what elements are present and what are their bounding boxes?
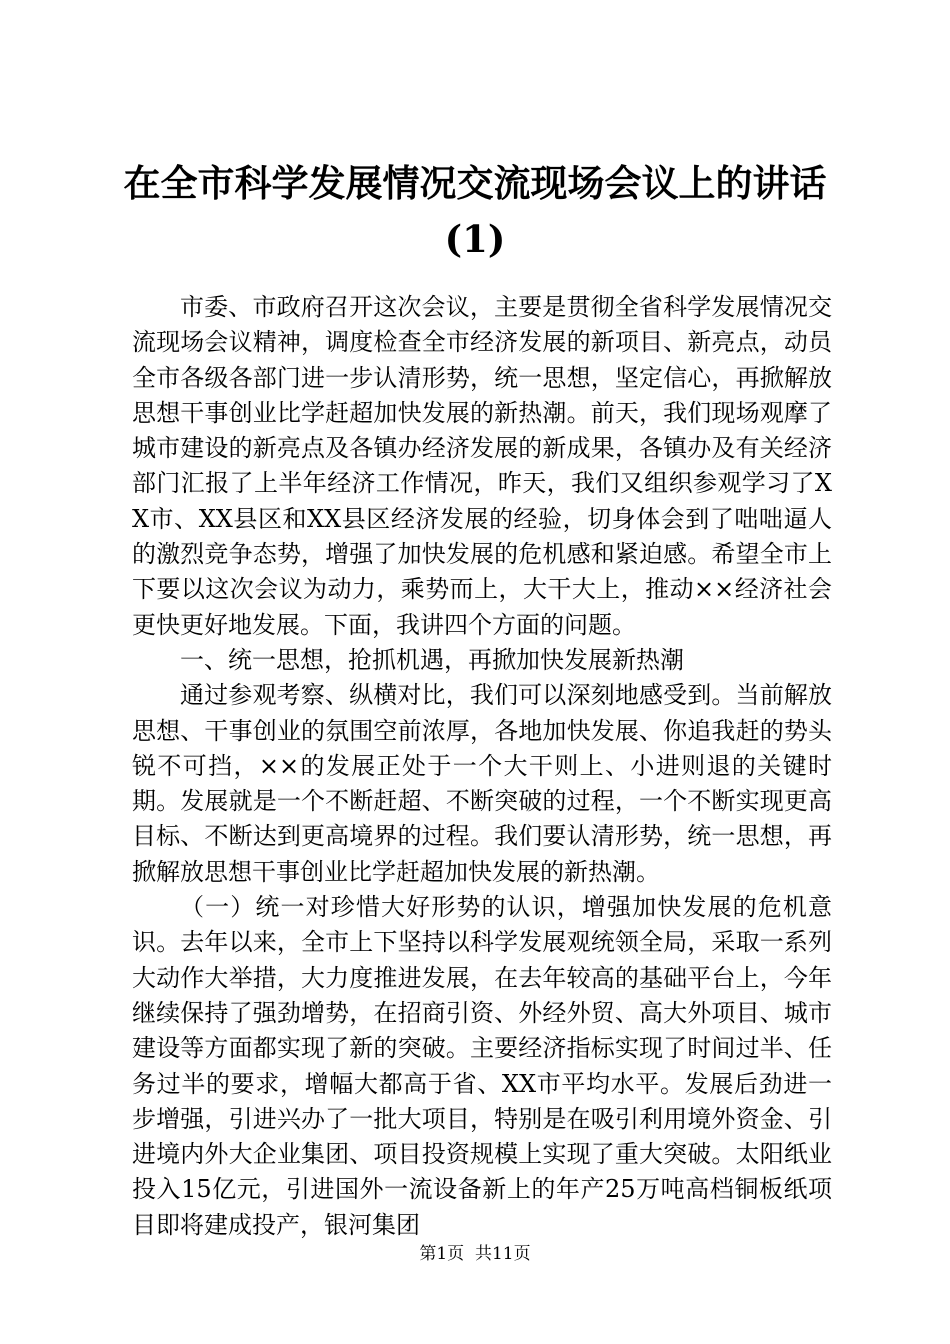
- document-title: 在全市科学发展情况交流现场会议上的讲话: [123, 161, 827, 205]
- page-number-footer: 第1页 共11页: [419, 1244, 531, 1264]
- section-heading-1: 一、统一思想，抢抓机遇，再掀加快发展新热潮: [180, 645, 684, 674]
- paragraph-section-1: 通过参观考察、纵横对比，我们可以深刻地感受到。当前解放思想、干事创业的氛围空前浓厚，各地加快发展、你追我赶的势头锐不可挡，××的发展正处于一个大干则上、小进则退的关键时期。发展就是一个不断赶超、不断突破的过程，一个不断实现更高目标、不断达到更高境界的过程。我们要认清形势，统一思想，再掀解放思想干事创业比学赶超加快发展的新热潮。: [132, 681, 832, 886]
- paragraph-intro: 市委、市政府召开这次会议，主要是贯彻全省科学发展情况交流现场会议精神，调度检查全市经济发展的新项目、新亮点，动员全市各级各部门进一步认清形势，统一思想，坚定信心，再掀解放思想干事创业比学赶超加快发展的新热潮。前天，我们现场观摩了城市建设的新亮点及各镇办经济发展的新成果，各镇办及有关经济部门汇报了上半年经济工作情况，昨天，我们又组织参观学习了XX市、XX县区和XX县区经济发展的经验，切身体会到了咄咄逼人的激烈竞争态势，增强了加快发展的危机感和紧迫感。希望全市上下要以这次会议为动力，乘势而上，大干大上，推动××经济社会更快更好地发展。下面，我讲四个方面的问题。: [132, 293, 832, 639]
- document-title-suffix: (1): [444, 217, 506, 261]
- document-body: [132, 290, 832, 1243]
- paragraph-subsection-1: （一）统一对珍惜大好形势的认识，增强加快发展的危机意识。去年以来，全市上下坚持以科学发展观统领全局，采取一系列大动作大举措，大力度推进发展，在去年较高的基础平台上，今年继续保持了强劲增势，在招商引资、外经外贸、高大外项目、城市建设等方面都实现了新的突破。主要经济指标实现了时间过半、任务过半的要求，增幅大都高于省、XX市平均水平。发展后劲进一步增强，引进兴办了一批大项目，特别是在吸引利用境外资金、引进境内外大企业集团、项目投资规模上实现了重大突破。太阳纸业投入15亿元，引进国外一流设备新上的年产25万吨高档铜板纸项目即将建成投产，银河集团: [132, 893, 832, 1239]
